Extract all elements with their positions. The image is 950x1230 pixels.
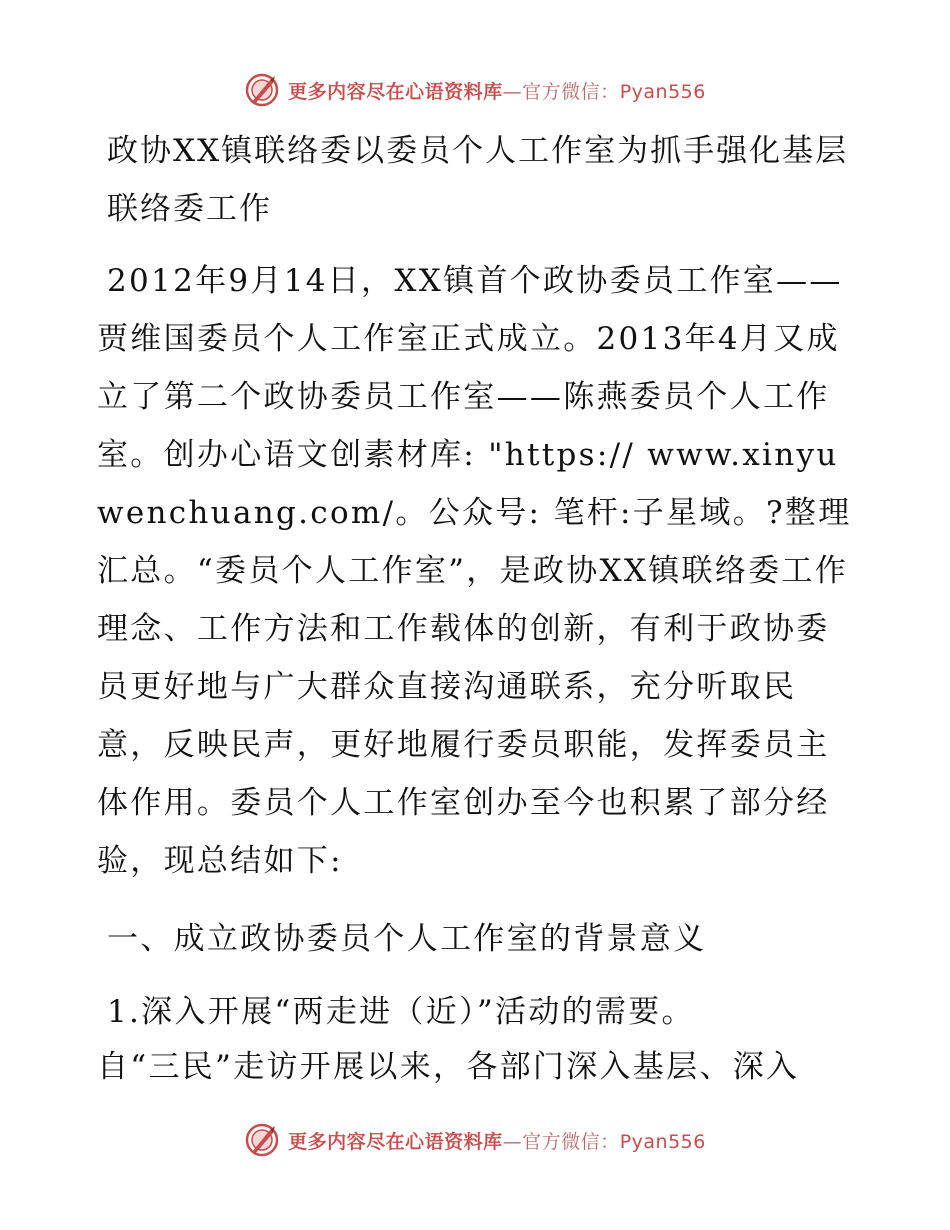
banner-text [288, 77, 706, 104]
banner-main-text: 更多内容尽在心语资料库 [288, 1130, 503, 1153]
banner-wechat-label: 官方微信： [522, 80, 620, 103]
banner-wechat-id: Pyan556 [619, 1130, 706, 1153]
document-title: 政协XX镇联络委以委员个人工作室为抓手强化基层联络委工作 [107, 133, 849, 227]
banner-text [288, 1127, 706, 1154]
body-paragraph: 自“三民”走访开展以来，各部门深入基层、深入 [97, 1049, 800, 1085]
quill-seal-icon [244, 1122, 280, 1158]
banner-wechat-label: 官方微信： [522, 1130, 620, 1153]
quill-seal-icon [244, 72, 280, 108]
section-heading: 一、成立政协委员个人工作室的背景意义 [107, 921, 707, 957]
banner-dash: — [502, 1130, 523, 1153]
intro-paragraph: 2012年9月14日，XX镇首个政协委员工作室——贾维国委员个人工作室正式成立。2013年4月又成立了第二个政协委员工作室——陈燕委员个人工作室。创办心语文创素材库: "https:// www.xinyuwenchuang.com/。公众号: 笔杆:子星域。?整理汇总。“委员个人工作室”，是政协XX镇联络委工作理念、工作方法和工作载体的创新，有利于政协委员更好地与广大群众直接沟通联系，充分听取民意，反映民声，更好地履行委员职能，发挥委员主体作用。委员个人工作室创办至今也积累了部分经验，现总结如下: [97, 263, 852, 879]
subsection-heading: 1.深入开展“两走进（近）”活动的需要。 [107, 994, 695, 1030]
banner-dash: — [502, 80, 523, 103]
document-body [97, 122, 857, 1096]
banner-wechat-id: Pyan556 [619, 80, 706, 103]
footer-banner [0, 1118, 950, 1162]
banner-main-text: 更多内容尽在心语资料库 [288, 80, 503, 103]
header-banner [0, 68, 950, 112]
